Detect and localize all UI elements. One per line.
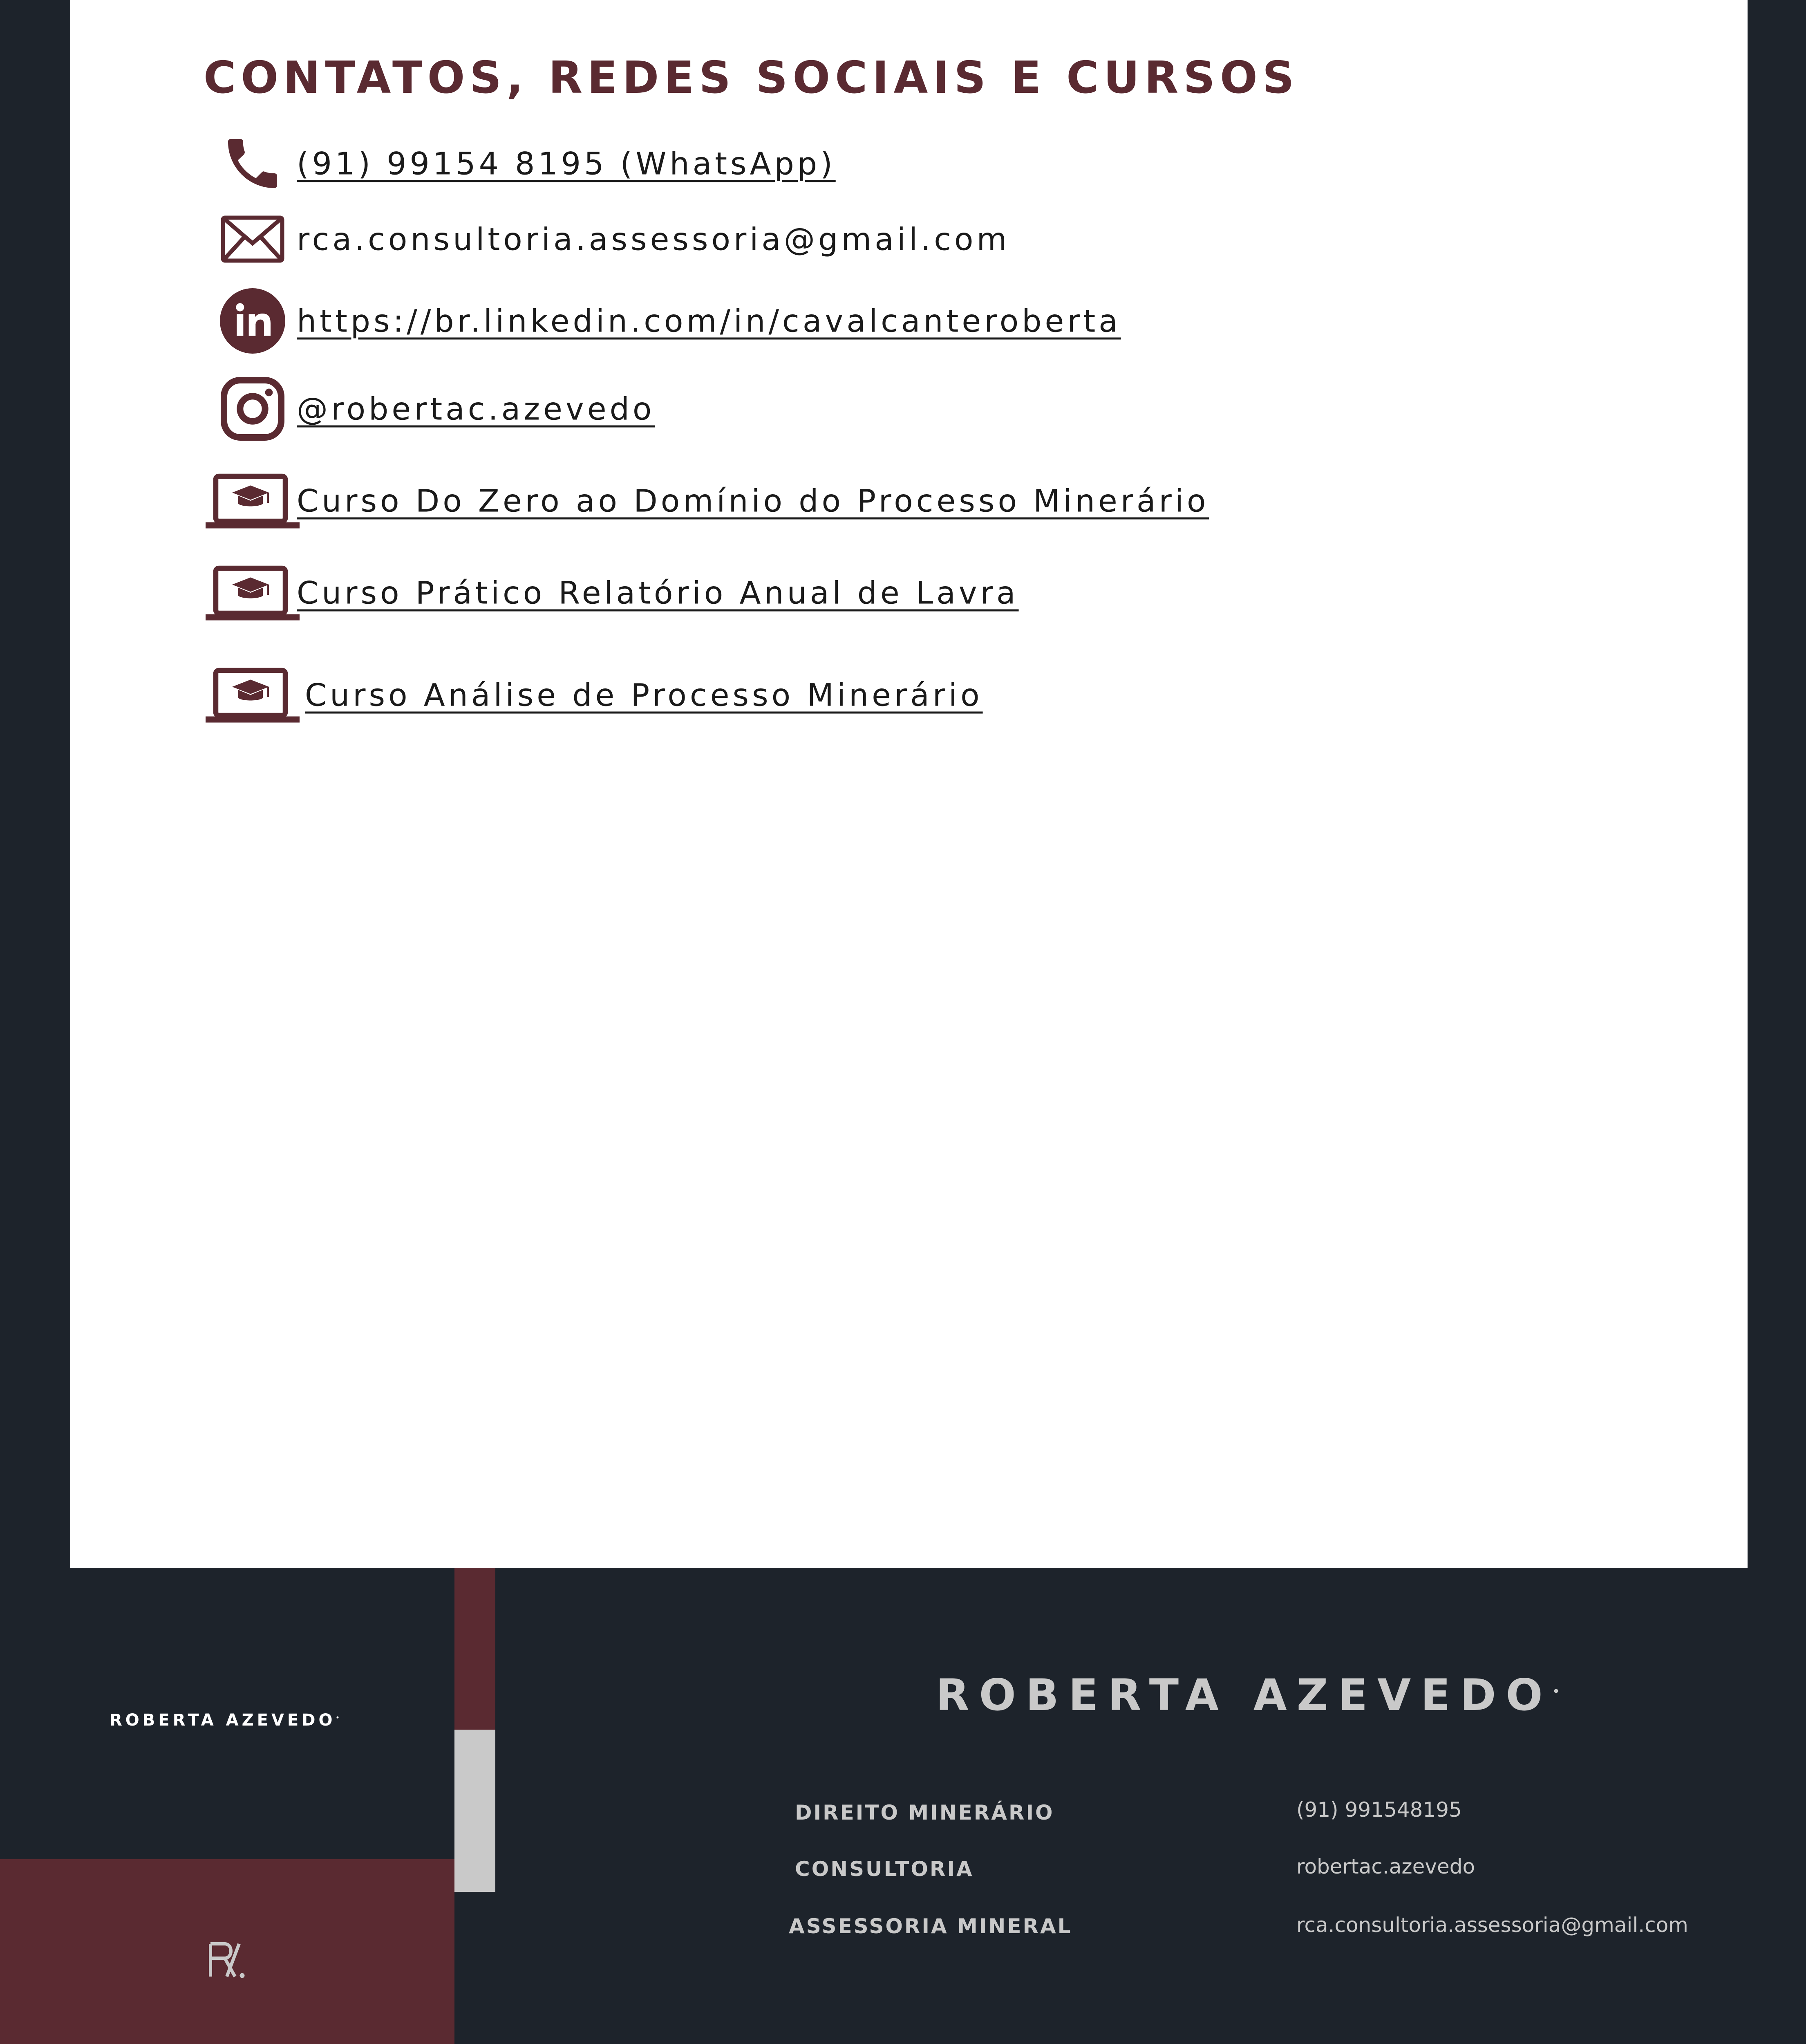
- course-link-1[interactable]: Curso Do Zero ao Domínio do Processo Minerário: [297, 482, 1209, 519]
- laptop-graduation-icon: [204, 662, 302, 728]
- course-link-3[interactable]: Curso Análise de Processo Minerário: [305, 677, 983, 713]
- footer-service-3: ASSESSORIA MINERAL: [789, 1914, 1072, 1938]
- phone-link[interactable]: (91) 99154 8195 (WhatsApp): [297, 145, 836, 182]
- footer-email: rca.consultoria.assessoria@gmail.com: [1296, 1913, 1688, 1937]
- footer-phone: (91) 991548195: [1296, 1798, 1462, 1822]
- monogram-logo: [204, 1938, 249, 1984]
- laptop-graduation-icon: [204, 560, 302, 625]
- instagram-icon: [204, 376, 302, 442]
- instagram-link[interactable]: @robertac.azevedo: [297, 390, 655, 427]
- footer-small-brand: ROBERTA AZEVEDO•: [110, 1711, 343, 1730]
- footer-service-2: CONSULTORIA: [795, 1857, 974, 1881]
- phone-icon: [204, 131, 302, 196]
- course-row-1: [204, 468, 1209, 533]
- linkedin-icon: [204, 288, 302, 354]
- email-text: rca.consultoria.assessoria@gmail.com: [297, 221, 1010, 258]
- footer-gray-bar: [454, 1730, 495, 1892]
- contact-row-phone: [204, 131, 906, 196]
- page-title: CONTATOS, REDES SOCIAIS E CURSOS: [204, 52, 1299, 103]
- footer-small-brand-text: ROBERTA AZEVEDO: [110, 1711, 336, 1730]
- contact-row-instagram: [204, 376, 694, 442]
- footer-big-brand: ROBERTA AZEVEDO•: [936, 1670, 1570, 1720]
- contact-row-linkedin: [204, 288, 1123, 354]
- footer-instagram: robertac.azevedo: [1296, 1855, 1475, 1878]
- course-row-2: [204, 560, 1041, 625]
- linkedin-link[interactable]: https://br.linkedin.com/in/cavalcanteroberta: [297, 303, 1121, 339]
- course-link-2[interactable]: Curso Prático Relatório Anual de Lavra: [297, 574, 1019, 611]
- course-row-3: [204, 662, 1021, 728]
- contact-row-email: [204, 206, 1041, 272]
- laptop-graduation-icon: [204, 468, 302, 533]
- mail-icon: [204, 206, 302, 272]
- footer-maroon-bar: [454, 1568, 495, 1730]
- footer-big-brand-text: ROBERTA AZEVEDO: [936, 1670, 1553, 1720]
- footer-service-1: DIREITO MINERÁRIO: [795, 1801, 1054, 1824]
